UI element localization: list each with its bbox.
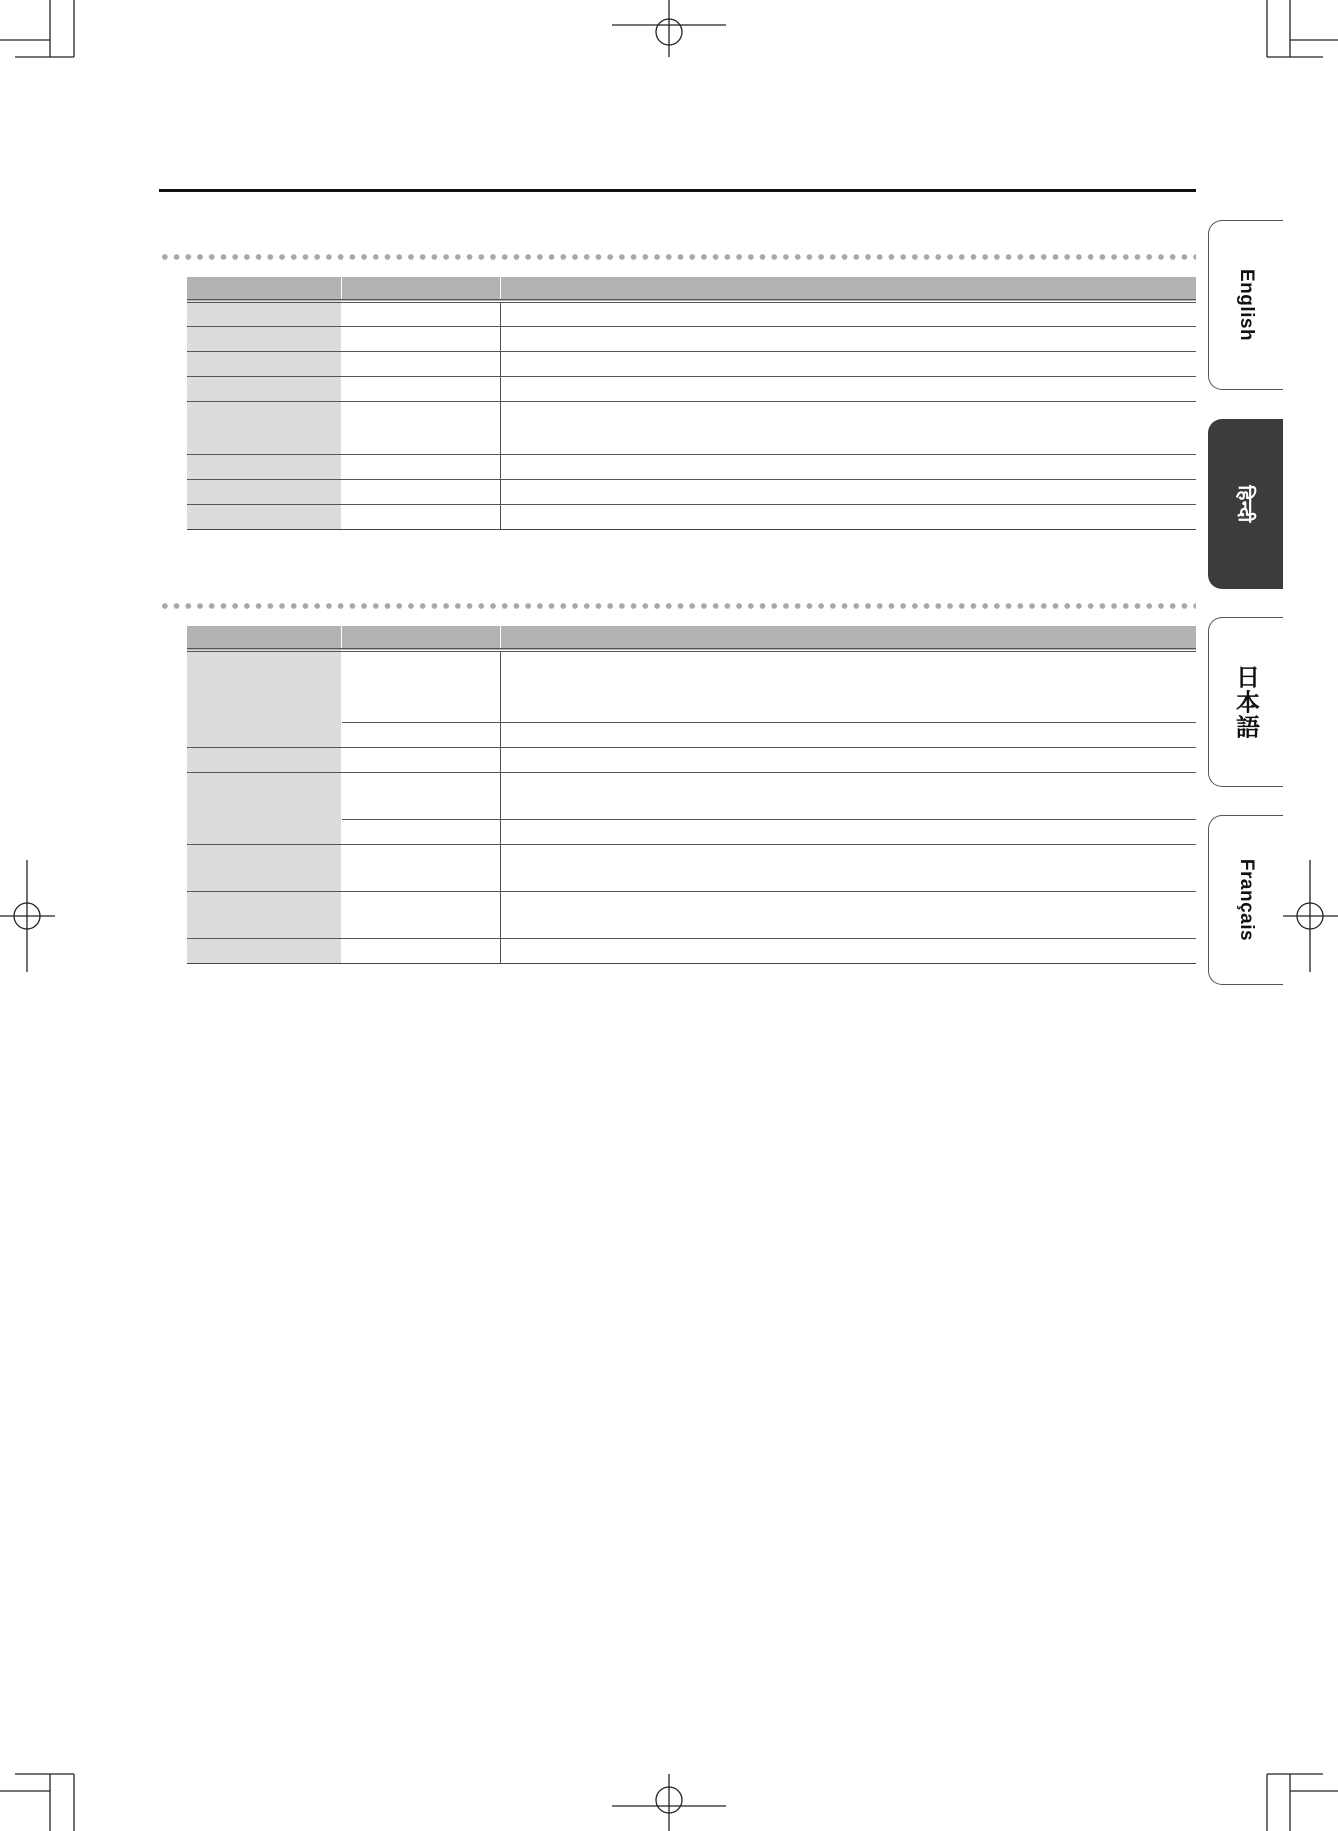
- parameter-cell: [187, 479, 341, 504]
- registration-target-top: [612, 0, 726, 57]
- value-cell: [341, 376, 500, 401]
- value-cell: [341, 504, 500, 529]
- table-row: [187, 376, 1196, 401]
- explanation-cell: [500, 454, 1196, 479]
- table-row: [187, 747, 1196, 772]
- explanation-cell: [500, 722, 1196, 747]
- registration-target-bottom: [612, 1774, 726, 1831]
- parameter-cell: [187, 844, 341, 891]
- parameter-cell: [187, 504, 341, 529]
- value-cell: [341, 401, 500, 454]
- table-row: [187, 844, 1196, 891]
- table-row: [187, 772, 1196, 819]
- parameter-cell: [187, 301, 341, 326]
- header-cell-1: [187, 277, 341, 301]
- value-cell: [341, 938, 500, 963]
- value-cell: [341, 650, 500, 722]
- value-cell: [341, 722, 500, 747]
- table-row: [187, 326, 1196, 351]
- value-cell: [341, 454, 500, 479]
- parameter-cell: [187, 650, 341, 747]
- explanation-cell: [500, 326, 1196, 351]
- table-row: [187, 351, 1196, 376]
- section-separator-1: [159, 254, 1196, 260]
- table-row: [187, 479, 1196, 504]
- value-cell: [341, 351, 500, 376]
- tab-hindi[interactable]: [1208, 419, 1283, 589]
- parameter-cell: [187, 454, 341, 479]
- table-header-row: [187, 626, 1196, 650]
- value-cell: [341, 747, 500, 772]
- header-cell-3: [500, 626, 1196, 650]
- value-cell: [341, 891, 500, 938]
- value-cell: [341, 819, 500, 844]
- explanation-cell: [500, 650, 1196, 722]
- tab-hindi-label: हिन्दी: [1234, 485, 1255, 523]
- explanation-cell: [500, 844, 1196, 891]
- parameter-cell: [187, 376, 341, 401]
- parameter-cell: [187, 938, 341, 963]
- header-cell-2: [341, 626, 500, 650]
- table-row: [187, 650, 1196, 722]
- value-cell: [341, 301, 500, 326]
- value-cell: [341, 479, 500, 504]
- parameter-cell: [187, 326, 341, 351]
- explanation-cell: [500, 479, 1196, 504]
- explanation-cell: [500, 819, 1196, 844]
- tab-french-label: Français: [1236, 858, 1257, 942]
- parameter-cell: [187, 747, 341, 772]
- table-row: [187, 301, 1196, 326]
- explanation-cell: [500, 351, 1196, 376]
- table-row: [187, 938, 1196, 963]
- explanation-cell: [500, 504, 1196, 529]
- table-header-row: [187, 277, 1196, 301]
- tab-french[interactable]: [1208, 815, 1283, 985]
- table-row: [187, 401, 1196, 454]
- value-cell: [341, 844, 500, 891]
- explanation-cell: [500, 301, 1196, 326]
- header-cell-2: [341, 277, 500, 301]
- table-row: [187, 504, 1196, 529]
- value-cell: [341, 326, 500, 351]
- spec-table-2: [187, 626, 1196, 964]
- parameter-cell: [187, 351, 341, 376]
- value-cell: [341, 772, 500, 819]
- tab-japanese-label: 日本語: [1231, 664, 1260, 740]
- header-cell-3: [500, 277, 1196, 301]
- table-row: [187, 454, 1196, 479]
- header-rule: [159, 189, 1196, 192]
- explanation-cell: [500, 401, 1196, 454]
- explanation-cell: [500, 891, 1196, 938]
- explanation-cell: [500, 772, 1196, 819]
- explanation-cell: [500, 376, 1196, 401]
- registration-target-left: [0, 860, 55, 972]
- parameter-cell: [187, 891, 341, 938]
- header-cell-1: [187, 626, 341, 650]
- table-row: [187, 891, 1196, 938]
- tab-english[interactable]: [1208, 220, 1283, 390]
- parameter-cell: [187, 772, 341, 844]
- parameter-cell: [187, 401, 341, 454]
- registration-target-right: [1283, 860, 1338, 972]
- explanation-cell: [500, 938, 1196, 963]
- section-separator-2: [159, 603, 1196, 609]
- spec-table-1: [187, 277, 1196, 530]
- explanation-cell: [500, 747, 1196, 772]
- tab-japanese[interactable]: [1208, 617, 1283, 787]
- tab-english-label: English: [1236, 268, 1257, 342]
